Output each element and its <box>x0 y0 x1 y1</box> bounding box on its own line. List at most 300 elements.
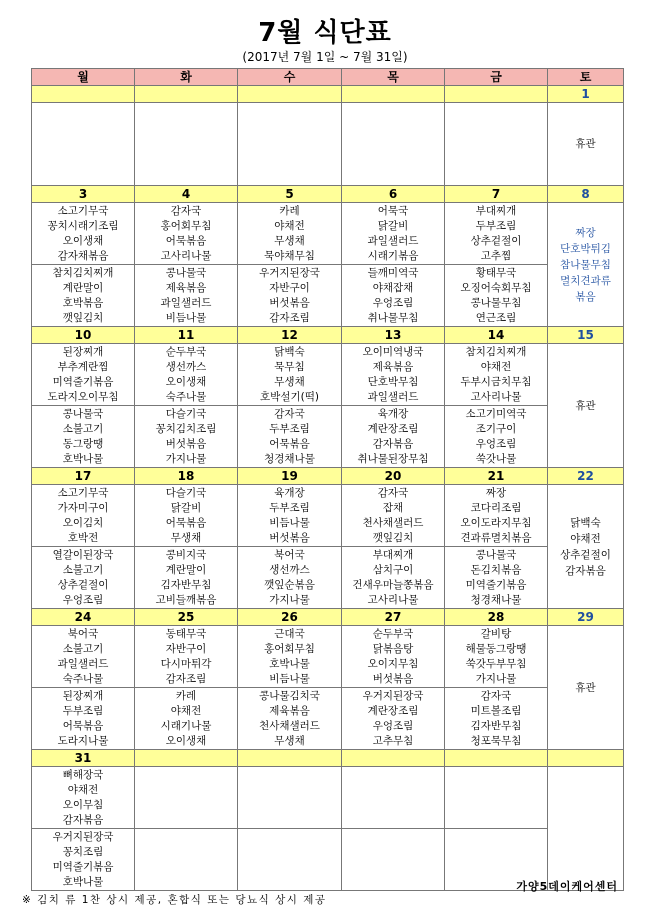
date-cell: 14 <box>445 327 548 344</box>
menu-item: 감자조림 <box>269 312 310 324</box>
dinner-row <box>32 406 624 468</box>
menu-item: 쑥갓두부무침 <box>465 658 527 670</box>
dinner-row <box>32 265 624 327</box>
menu-item: 육개장 <box>274 487 305 499</box>
menu-item: 소불고기 <box>62 564 104 576</box>
menu-item: 버섯볶음 <box>165 438 207 450</box>
saturday-cell: 휴관 <box>548 626 624 750</box>
menu-item: 감자국 <box>480 690 512 702</box>
date-cell <box>238 86 342 103</box>
lunch-cell <box>445 203 548 265</box>
menu-item: 꽁치조림 <box>62 846 104 858</box>
date-cell <box>445 86 548 103</box>
menu-item: 우거지된장국 <box>362 690 424 702</box>
day-header-thu: 목 <box>342 69 445 86</box>
lunch-cell <box>32 626 135 688</box>
menu-item: 오이미역냉국 <box>362 346 424 358</box>
menu-item: 호박전 <box>67 532 99 544</box>
date-cell: 11 <box>135 327 238 344</box>
menu-item: 건새우마늘쫑볶음 <box>352 579 434 591</box>
lunch-cell <box>342 344 445 406</box>
date-row <box>32 86 624 103</box>
lunch-cell <box>238 485 342 547</box>
lunch-cell <box>32 344 135 406</box>
menu-item: 취나물된장무침 <box>357 453 429 465</box>
lunch-cell <box>238 203 342 265</box>
menu-item: 콩나물김치국 <box>259 690 320 702</box>
menu-item: 감자볶음 <box>62 814 104 826</box>
lunch-cell <box>445 485 548 547</box>
dinner-cell <box>135 829 238 891</box>
menu-item: 가자미구이 <box>57 502 109 514</box>
date-cell: 27 <box>342 609 445 626</box>
menu-item: 닭갈비 <box>377 220 409 232</box>
date-cell: 25 <box>135 609 238 626</box>
dinner-cell <box>445 406 548 468</box>
date-cell <box>342 750 445 767</box>
menu-item: 두부시금치무침 <box>460 376 532 388</box>
menu-item: 삼치구이 <box>372 564 414 576</box>
menu-item: 무생채 <box>274 735 305 747</box>
menu-item: 묵무침 <box>274 361 305 373</box>
menu-item: 감자국 <box>170 205 202 217</box>
dinner-cell <box>135 688 238 750</box>
empty-cell <box>238 103 342 186</box>
menu-item: 참치김치찌개 <box>52 267 114 279</box>
date-cell: 10 <box>32 327 135 344</box>
menu-item: 야채잡채 <box>372 282 414 294</box>
menu-item: 어묵국 <box>377 205 409 217</box>
dinner-cell <box>32 547 135 609</box>
meal-row <box>32 103 624 186</box>
menu-item: 자반구이 <box>165 643 207 655</box>
menu-item: 오이생채 <box>165 376 207 388</box>
menu-item: 계란장조림 <box>367 423 419 435</box>
date-cell <box>445 750 548 767</box>
menu-item: 짜장 <box>485 487 507 499</box>
dinner-cell <box>32 688 135 750</box>
menu-item: 홍어회무침 <box>160 220 212 232</box>
menu-item: 다슬기국 <box>165 408 207 420</box>
menu-item: 두부조림 <box>475 220 517 232</box>
lunch-cell <box>342 485 445 547</box>
menu-item: 들깨미역국 <box>367 267 419 279</box>
menu-item: 다시마튀각 <box>160 658 212 670</box>
menu-item: 상추겉절이 <box>57 579 109 591</box>
menu-item: 쑥갓나물 <box>475 453 517 465</box>
menu-item: 감자조림 <box>165 673 207 685</box>
menu-item: 두부조림 <box>269 423 310 435</box>
lunch-cell <box>32 767 135 829</box>
saturday-cell <box>548 767 624 891</box>
lunch-row <box>32 203 624 265</box>
date-cell: 24 <box>32 609 135 626</box>
date-cell: 13 <box>342 327 445 344</box>
dinner-cell <box>342 829 445 891</box>
weekday-header-row <box>32 69 624 86</box>
menu-item: 단호박무침 <box>367 376 419 388</box>
lunch-cell <box>238 344 342 406</box>
dinner-cell <box>238 829 342 891</box>
menu-item: 제육볶음 <box>165 282 207 294</box>
menu-item: 카레 <box>175 690 197 702</box>
menu-item: 미역줄기볶음 <box>52 376 114 388</box>
menu-item: 비듬나물 <box>165 312 207 324</box>
menu-item: 과일샐러드 <box>367 235 419 247</box>
saturday-menu-item: 짜장 <box>575 227 596 239</box>
dinner-cell <box>135 547 238 609</box>
date-cell <box>548 750 624 767</box>
date-cell: 7 <box>445 186 548 203</box>
menu-item: 오이생채 <box>62 235 104 247</box>
empty-cell <box>342 103 445 186</box>
menu-item: 자반구이 <box>269 282 310 294</box>
date-cell: 15 <box>548 327 624 344</box>
menu-item: 해물동그랑땡 <box>465 643 527 655</box>
menu-item: 깻잎김치 <box>372 532 414 544</box>
menu-item: 소고기무국 <box>57 487 109 499</box>
day-header-fri: 금 <box>445 69 548 86</box>
dinner-cell <box>445 547 548 609</box>
menu-item: 천사채샐러드 <box>259 720 320 732</box>
menu-item: 홍어회무침 <box>264 643 315 655</box>
date-cell: 28 <box>445 609 548 626</box>
date-cell: 4 <box>135 186 238 203</box>
menu-item: 김자반무침 <box>160 579 212 591</box>
date-cell <box>135 86 238 103</box>
menu-item: 가지나물 <box>165 453 207 465</box>
menu-item: 버섯볶음 <box>269 297 310 309</box>
date-cell: 19 <box>238 468 342 485</box>
menu-item: 카레 <box>279 205 300 217</box>
menu-item: 과일샐러드 <box>160 297 212 309</box>
menu-item: 고사리나물 <box>367 594 419 606</box>
date-cell <box>32 86 135 103</box>
menu-item: 계란말이 <box>165 564 207 576</box>
date-cell: 5 <box>238 186 342 203</box>
saturday-menu-item: 상추겉절이 <box>560 549 611 561</box>
lunch-cell <box>135 203 238 265</box>
date-row <box>32 186 624 203</box>
lunch-cell <box>445 344 548 406</box>
empty-cell <box>135 103 238 186</box>
menu-item: 어묵볶음 <box>62 720 104 732</box>
menu-item: 도라지오이무침 <box>47 391 119 403</box>
dinner-cell <box>238 688 342 750</box>
menu-item: 연근조림 <box>475 312 517 324</box>
menu-item: 황태무국 <box>475 267 517 279</box>
date-row <box>32 468 624 485</box>
menu-item: 동태무국 <box>165 628 207 640</box>
menu-item: 청경채나물 <box>470 594 522 606</box>
menu-item: 우엉조림 <box>372 297 414 309</box>
day-header-mon: 월 <box>32 69 135 86</box>
menu-item: 콩나물국 <box>475 549 517 561</box>
menu-item: 우엉조림 <box>62 594 104 606</box>
menu-item: 계란말이 <box>62 282 104 294</box>
saturday-cell: 휴관 <box>548 344 624 468</box>
menu-item: 감자채볶음 <box>57 250 109 262</box>
saturday-cell: 휴관 <box>548 103 624 186</box>
saturday-menu-item: 볶음 <box>575 291 596 303</box>
menu-item: 닭갈비 <box>170 502 202 514</box>
menu-item: 고추무침 <box>372 735 414 747</box>
saturday-menu-item: 단호박튀김 <box>560 243 611 255</box>
menu-item: 된장찌개 <box>62 690 104 702</box>
date-cell: 31 <box>32 750 135 767</box>
lunch-cell <box>135 344 238 406</box>
lunch-cell <box>135 767 238 829</box>
dinner-cell <box>238 265 342 327</box>
menu-item: 천사채샐러드 <box>362 517 424 529</box>
dinner-cell <box>445 688 548 750</box>
menu-item: 감자국 <box>377 487 409 499</box>
menu-item: 호박나물 <box>62 453 104 465</box>
menu-item: 돈김치볶음 <box>470 564 522 576</box>
dinner-cell <box>445 265 548 327</box>
menu-item: 우엉조림 <box>475 438 517 450</box>
menu-item: 호박나물 <box>269 658 310 670</box>
menu-item: 제육볶음 <box>372 361 414 373</box>
day-header-sat: 토 <box>548 69 624 86</box>
empty-cell <box>32 103 135 186</box>
menu-item: 생선까스 <box>269 564 310 576</box>
menu-item: 버섯볶음 <box>269 532 310 544</box>
date-cell: 12 <box>238 327 342 344</box>
menu-item: 오이김치 <box>62 517 104 529</box>
menu-item: 버섯볶음 <box>372 673 414 685</box>
date-cell: 26 <box>238 609 342 626</box>
lunch-cell <box>342 767 445 829</box>
menu-item: 소고기미역국 <box>465 408 527 420</box>
menu-item: 취나물무침 <box>367 312 419 324</box>
menu-item: 북어국 <box>67 628 99 640</box>
menu-item: 두부조림 <box>269 502 310 514</box>
menu-item: 야채전 <box>480 361 512 373</box>
menu-item: 조기구이 <box>475 423 517 435</box>
menu-item: 도라지나물 <box>57 735 109 747</box>
menu-item: 무생채 <box>274 235 305 247</box>
page-title: 7월 식단표 <box>258 18 392 48</box>
day-header-wed: 수 <box>238 69 342 86</box>
menu-item: 호박설기(떡) <box>260 391 319 403</box>
menu-item: 생선까스 <box>165 361 207 373</box>
menu-item: 제육볶음 <box>269 705 310 717</box>
menu-item: 호박나물 <box>62 876 104 888</box>
menu-item: 오이도라지무침 <box>460 517 532 529</box>
date-cell: 29 <box>548 609 624 626</box>
menu-item: 꽁치김치조림 <box>155 423 217 435</box>
saturday-menu-item: 감자볶음 <box>565 565 606 577</box>
dinner-cell <box>342 547 445 609</box>
lunch-cell <box>135 626 238 688</box>
menu-item: 육개장 <box>377 408 409 420</box>
menu-item: 무생채 <box>170 532 202 544</box>
menu-item: 오이생채 <box>165 735 207 747</box>
dinner-cell <box>32 265 135 327</box>
menu-item: 우엉조림 <box>372 720 414 732</box>
menu-item: 소불고기 <box>62 423 104 435</box>
menu-item: 깻잎순볶음 <box>264 579 315 591</box>
menu-item: 견과류멸치볶음 <box>460 532 532 544</box>
menu-item: 된장찌개 <box>62 346 104 358</box>
menu-item: 꽁치시래기조림 <box>47 220 119 232</box>
menu-item: 잡채 <box>382 502 404 514</box>
menu-item: 오이지무침 <box>367 658 419 670</box>
dinner-cell <box>32 406 135 468</box>
lunch-cell <box>445 767 548 829</box>
menu-item: 시래기나물 <box>160 720 212 732</box>
date-cell: 20 <box>342 468 445 485</box>
menu-item: 야채전 <box>67 784 99 796</box>
menu-item: 가지나물 <box>475 673 517 685</box>
date-cell <box>135 750 238 767</box>
lunch-row <box>32 767 624 829</box>
menu-item: 오징어숙회무침 <box>460 282 532 294</box>
lunch-row <box>32 344 624 406</box>
menu-item: 소고기무국 <box>57 205 109 217</box>
menu-item: 미역줄기볶음 <box>465 579 527 591</box>
menu-item: 열갈이된장국 <box>52 549 114 561</box>
lunch-row <box>32 485 624 547</box>
menu-item: 두부조림 <box>62 705 104 717</box>
date-cell: 8 <box>548 186 624 203</box>
date-cell: 18 <box>135 468 238 485</box>
saturday-menu-item: 야채전 <box>570 533 601 545</box>
menu-item: 감자볶음 <box>372 438 414 450</box>
menu-item: 상추겉절이 <box>470 235 522 247</box>
menu-item: 숙주나물 <box>165 391 207 403</box>
menu-item: 다슬기국 <box>165 487 207 499</box>
menu-item: 코다리조림 <box>470 502 522 514</box>
menu-item: 비듬나물 <box>269 517 310 529</box>
menu-item: 어묵볶음 <box>165 235 207 247</box>
menu-item: 청경채나물 <box>264 453 315 465</box>
menu-item: 순두부국 <box>372 628 414 640</box>
menu-item: 과일샐러드 <box>57 658 109 670</box>
menu-item: 감자국 <box>274 408 305 420</box>
lunch-cell <box>342 626 445 688</box>
menu-item: 어묵볶음 <box>269 438 310 450</box>
menu-item: 부추계란찜 <box>57 361 109 373</box>
menu-item: 동그랑땡 <box>62 438 104 450</box>
saturday-menu-item: 닭백숙 <box>570 517 601 529</box>
date-row <box>32 750 624 767</box>
menu-item: 고사리나물 <box>470 391 522 403</box>
lunch-cell <box>238 767 342 829</box>
menu-item: 어묵볶음 <box>165 517 207 529</box>
dinner-cell <box>238 406 342 468</box>
date-cell: 1 <box>548 86 624 103</box>
dinner-cell <box>135 406 238 468</box>
menu-item: 시래기볶음 <box>367 250 419 262</box>
saturday-menu-item: 참나물무침 <box>560 259 611 271</box>
menu-item: 콩나물국 <box>165 267 207 279</box>
empty-cell <box>445 103 548 186</box>
dinner-cell <box>342 688 445 750</box>
dinner-cell <box>342 265 445 327</box>
menu-item: 근대국 <box>274 628 305 640</box>
lunch-cell <box>238 626 342 688</box>
menu-item: 소불고기 <box>62 643 104 655</box>
menu-item: 야채전 <box>170 705 202 717</box>
menu-item: 미역줄기볶음 <box>52 861 114 873</box>
date-cell <box>238 750 342 767</box>
date-cell: 21 <box>445 468 548 485</box>
dinner-row <box>32 547 624 609</box>
dinner-cell <box>32 829 135 891</box>
date-cell <box>342 86 445 103</box>
lunch-cell <box>32 203 135 265</box>
menu-item: 비듬나물 <box>269 673 310 685</box>
menu-item: 야채전 <box>274 220 305 232</box>
menu-item: 고사리나물 <box>160 250 212 262</box>
date-row <box>32 609 624 626</box>
menu-item: 콩나물무침 <box>470 297 522 309</box>
menu-item: 순두부국 <box>165 346 207 358</box>
center-name: 가양5데이케어센터 <box>516 880 618 893</box>
saturday-cell <box>548 485 624 609</box>
menu-item: 오이무침 <box>62 799 104 811</box>
dinner-cell <box>342 406 445 468</box>
menu-item: 부대찌개 <box>475 205 517 217</box>
menu-item: 묵야채무침 <box>264 250 315 262</box>
lunch-cell <box>342 203 445 265</box>
menu-item: 김자반무침 <box>470 720 522 732</box>
date-cell: 17 <box>32 468 135 485</box>
menu-item: 미트볼조림 <box>470 705 522 717</box>
menu-item: 부대찌개 <box>372 549 414 561</box>
menu-item: 계란장조림 <box>367 705 419 717</box>
menu-item: 호박볶음 <box>62 297 104 309</box>
menu-item: 청포묵무침 <box>470 735 522 747</box>
lunch-cell <box>32 485 135 547</box>
menu-item: 콩나물국 <box>62 408 104 420</box>
menu-table <box>31 68 624 891</box>
menu-item: 과일샐러드 <box>367 391 419 403</box>
date-row <box>32 327 624 344</box>
footnote: ※ 김치 류 1찬 상시 제공, 혼합식 또는 당뇨식 상시 제공 <box>22 894 327 906</box>
menu-item: 북어국 <box>274 549 305 561</box>
menu-item: 콩비지국 <box>165 549 207 561</box>
menu-item: 우거지된장국 <box>259 267 320 279</box>
lunch-cell <box>135 485 238 547</box>
menu-item: 우거지된장국 <box>52 831 114 843</box>
day-header-tue: 화 <box>135 69 238 86</box>
menu-item: 가지나물 <box>269 594 310 606</box>
lunch-cell <box>445 626 548 688</box>
menu-item: 뼈해장국 <box>62 769 104 781</box>
menu-item: 깻잎김치 <box>62 312 104 324</box>
dinner-row <box>32 688 624 750</box>
menu-item: 무생채 <box>274 376 305 388</box>
menu-item: 참치김치찌개 <box>465 346 527 358</box>
menu-item: 닭백숙 <box>274 346 305 358</box>
menu-item: 닭볶음탕 <box>372 643 414 655</box>
menu-item: 숙주나물 <box>62 673 104 685</box>
menu-item: 고비들깨볶음 <box>155 594 217 606</box>
saturday-cell <box>548 203 624 327</box>
date-range: (2017년 7월 1일 ~ 7월 31일) <box>242 50 408 64</box>
date-cell: 3 <box>32 186 135 203</box>
date-cell: 6 <box>342 186 445 203</box>
lunch-row <box>32 626 624 688</box>
dinner-cell <box>238 547 342 609</box>
dinner-cell <box>135 265 238 327</box>
menu-item: 갈비탕 <box>480 628 512 640</box>
date-cell: 22 <box>548 468 624 485</box>
saturday-menu-item: 멸치견과류 <box>560 275 611 287</box>
